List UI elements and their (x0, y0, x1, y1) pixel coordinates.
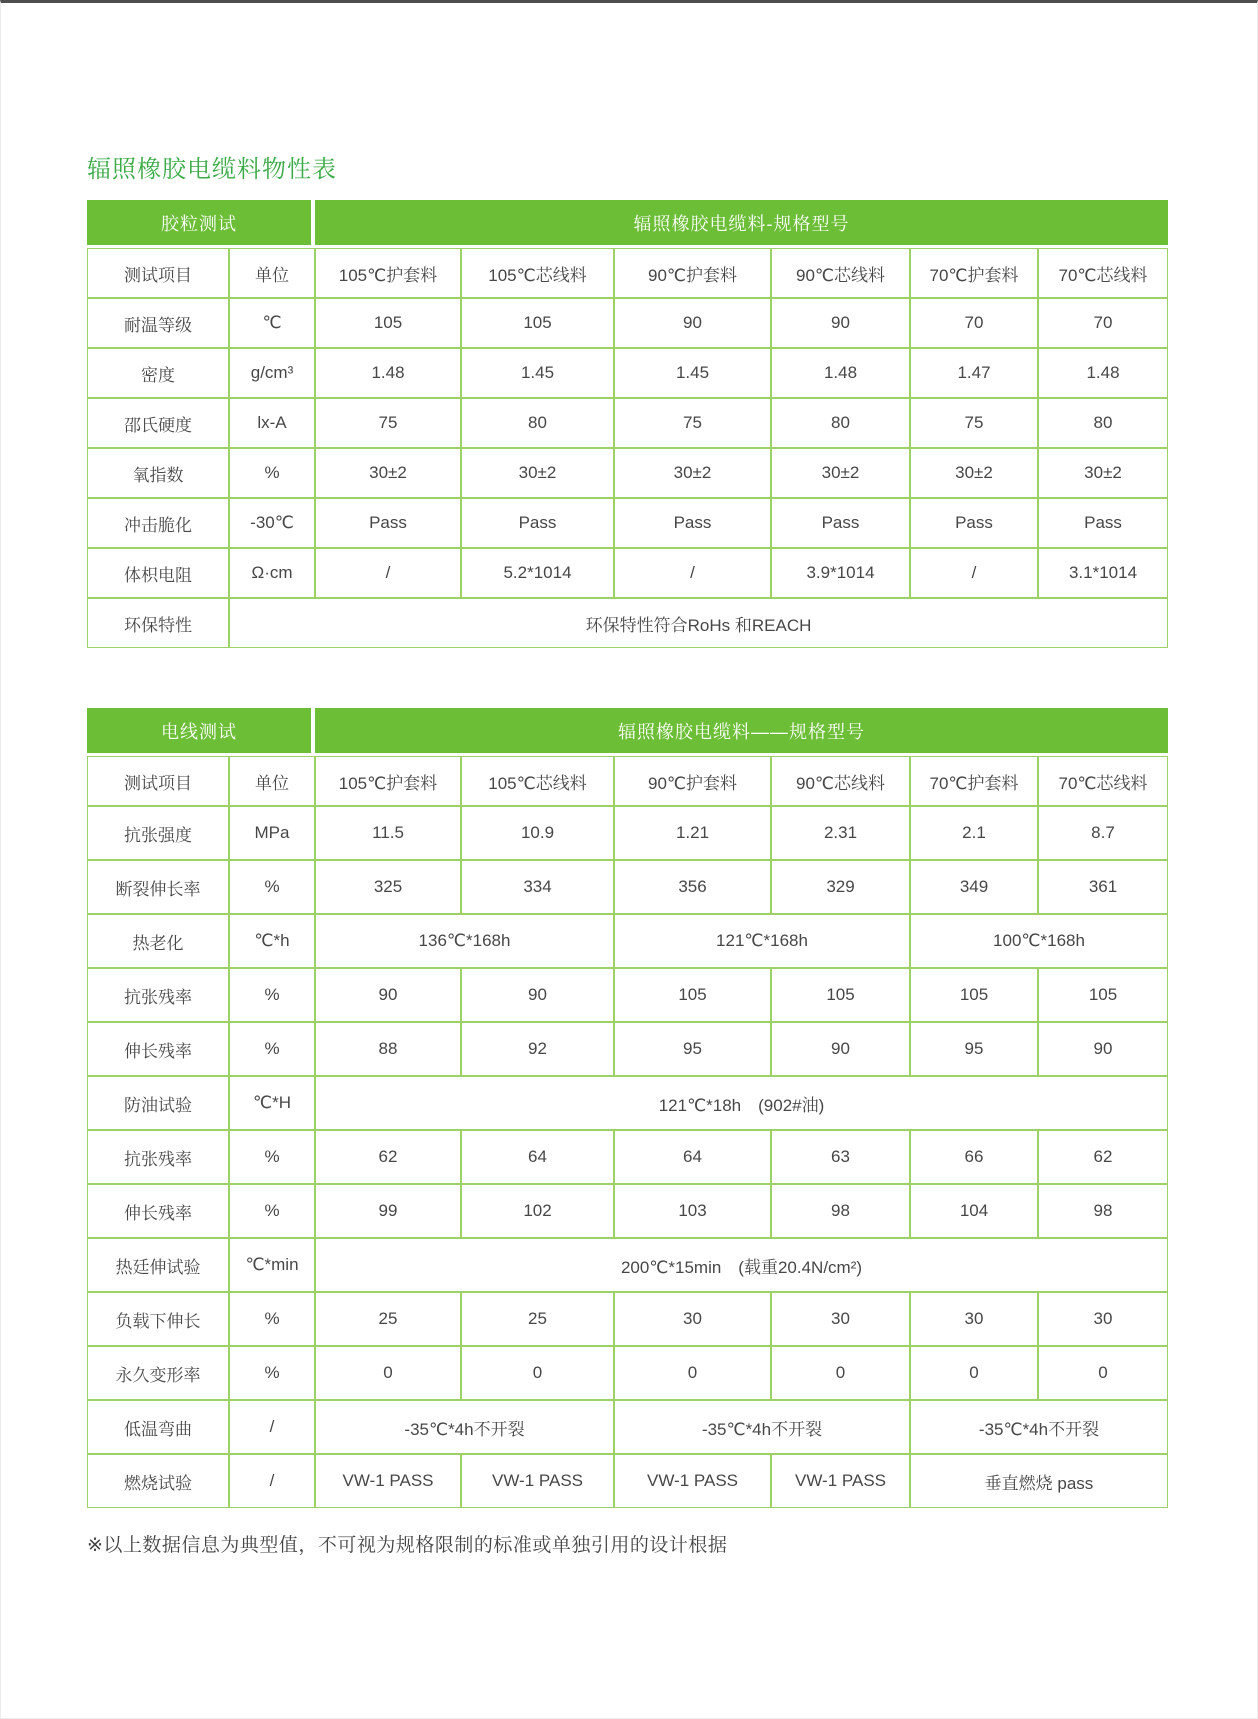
column-header: 105℃芯线料 (461, 248, 614, 298)
cell-value: 356 (614, 860, 771, 914)
group-header-row (87, 200, 1168, 248)
cell-value: 75 (910, 398, 1038, 448)
cell-value: ℃*h (229, 914, 315, 968)
cell-value: / (315, 548, 461, 598)
cell-value: 100℃*168h (910, 914, 1168, 968)
cell-value: 90 (771, 298, 910, 348)
cell-value: VW-1 PASS (771, 1454, 910, 1508)
cell-value: 1.48 (315, 348, 461, 398)
cell-value: 1.48 (1038, 348, 1168, 398)
cell-value: 62 (1038, 1130, 1168, 1184)
cell-value: 200℃*15min (载重20.4N/cm²) (315, 1238, 1168, 1292)
cell-value: 121℃*168h (614, 914, 910, 968)
cell-value: 105 (315, 298, 461, 348)
cell-value: 325 (315, 860, 461, 914)
cell-value: 2.31 (771, 806, 910, 860)
cell-value: 70 (910, 298, 1038, 348)
cell-value: 90 (771, 1022, 910, 1076)
row-label: 断裂伸长率 (87, 860, 229, 914)
row-label: 低温弯曲 (87, 1400, 229, 1454)
cell-value: 1.48 (771, 348, 910, 398)
cell-value: 90 (614, 298, 771, 348)
cell-value: 25 (315, 1292, 461, 1346)
row-label: 伸长残率 (87, 1184, 229, 1238)
table-row (87, 806, 1168, 860)
cell-value: 334 (461, 860, 614, 914)
cell-value: g/cm³ (229, 348, 315, 398)
cell-value: 136℃*168h (315, 914, 614, 968)
cell-value: 103 (614, 1184, 771, 1238)
table-row (87, 1238, 1168, 1292)
cell-value: 11.5 (315, 806, 461, 860)
cell-value: 105 (771, 968, 910, 1022)
cell-value: 5.2*1014 (461, 548, 614, 598)
column-header: 测试项目 (87, 756, 229, 806)
table-row (87, 448, 1168, 498)
cell-value: 30±2 (1038, 448, 1168, 498)
cell-value: 62 (315, 1130, 461, 1184)
table-row (87, 298, 1168, 348)
column-header: 70℃护套料 (910, 756, 1038, 806)
cell-value: 3.9*1014 (771, 548, 910, 598)
cell-value: 10.9 (461, 806, 614, 860)
row-label: 热老化 (87, 914, 229, 968)
cell-value: 105 (910, 968, 1038, 1022)
row-label: 氧指数 (87, 448, 229, 498)
cell-value: 121℃*18h (902#油) (315, 1076, 1168, 1130)
group-header-right: 辐照橡胶电缆料-规格型号 (315, 200, 1168, 248)
cell-value: Ω·cm (229, 548, 315, 598)
cell-value: 1.47 (910, 348, 1038, 398)
cell-value: % (229, 1184, 315, 1238)
row-label: 抗张残率 (87, 968, 229, 1022)
cell-value: 98 (771, 1184, 910, 1238)
row-label: 抗张强度 (87, 806, 229, 860)
cell-value: 105 (461, 298, 614, 348)
row-label: 负载下伸长 (87, 1292, 229, 1346)
column-header-row (87, 248, 1168, 298)
cell-value: % (229, 860, 315, 914)
cell-value: 3.1*1014 (1038, 548, 1168, 598)
cell-value: 0 (315, 1346, 461, 1400)
cell-value: 361 (1038, 860, 1168, 914)
cell-value: Pass (315, 498, 461, 548)
table-row (87, 1400, 1168, 1454)
column-header: 105℃护套料 (315, 248, 461, 298)
group-header-left: 电线测试 (87, 708, 315, 756)
cell-value: 88 (315, 1022, 461, 1076)
cell-value: Pass (1038, 498, 1168, 548)
cell-value: 0 (1038, 1346, 1168, 1400)
cell-value: -35℃*4h不开裂 (910, 1400, 1168, 1454)
row-label: 永久变形率 (87, 1346, 229, 1400)
cell-value: 104 (910, 1184, 1038, 1238)
column-header: 105℃护套料 (315, 756, 461, 806)
column-header: 单位 (229, 756, 315, 806)
cell-value: % (229, 968, 315, 1022)
cell-value: ℃*H (229, 1076, 315, 1130)
cell-value: 80 (1038, 398, 1168, 448)
cell-value: 2.1 (910, 806, 1038, 860)
row-label: 防油试验 (87, 1076, 229, 1130)
group-header-right: 辐照橡胶电缆料——规格型号 (315, 708, 1168, 756)
table-row (87, 1184, 1168, 1238)
column-header: 70℃芯线料 (1038, 248, 1168, 298)
row-label: 密度 (87, 348, 229, 398)
cell-value: ℃*min (229, 1238, 315, 1292)
cell-value: 95 (910, 1022, 1038, 1076)
cell-value: Pass (771, 498, 910, 548)
group-header-left: 胶粒测试 (87, 200, 315, 248)
table-row (87, 1292, 1168, 1346)
cell-value: 30±2 (461, 448, 614, 498)
table-row (87, 1454, 1168, 1508)
cell-value: 1.45 (461, 348, 614, 398)
cell-value: % (229, 1022, 315, 1076)
cell-value: % (229, 1292, 315, 1346)
cell-value: 1.45 (614, 348, 771, 398)
cell-value: VW-1 PASS (614, 1454, 771, 1508)
cell-value: -30℃ (229, 498, 315, 548)
table-row (87, 598, 1168, 648)
row-label: 伸长残率 (87, 1022, 229, 1076)
wire-test-table (87, 708, 1168, 1508)
cell-value: 75 (614, 398, 771, 448)
cell-value: 80 (771, 398, 910, 448)
cell-value: 99 (315, 1184, 461, 1238)
cell-value: 95 (614, 1022, 771, 1076)
group-header-row (87, 708, 1168, 756)
cell-value: 64 (461, 1130, 614, 1184)
cell-value: 25 (461, 1292, 614, 1346)
footnote: ※以上数据信息为典型值，不可视为规格限制的标准或单独引用的设计根据 (87, 1535, 728, 1556)
cell-value: 30±2 (910, 448, 1038, 498)
column-header: 105℃芯线料 (461, 756, 614, 806)
cell-value: 80 (461, 398, 614, 448)
cell-value: Pass (614, 498, 771, 548)
row-label: 冲击脆化 (87, 498, 229, 548)
cell-value: 98 (1038, 1184, 1168, 1238)
cell-value: 90 (1038, 1022, 1168, 1076)
cell-value: 90 (461, 968, 614, 1022)
table-row (87, 1346, 1168, 1400)
row-label: 环保特性 (87, 598, 229, 648)
cell-value: Pass (461, 498, 614, 548)
column-header: 90℃护套料 (614, 248, 771, 298)
cell-value: 70 (1038, 298, 1168, 348)
column-header-row (87, 756, 1168, 806)
cell-value: 30±2 (771, 448, 910, 498)
cell-value: VW-1 PASS (461, 1454, 614, 1508)
cell-value: 30 (614, 1292, 771, 1346)
table-row (87, 968, 1168, 1022)
row-label: 热廷伸试验 (87, 1238, 229, 1292)
cell-value: % (229, 1130, 315, 1184)
cell-value: 环保特性符合RoHs 和REACH (229, 598, 1168, 648)
cell-value: % (229, 1346, 315, 1400)
row-label: 抗张残率 (87, 1130, 229, 1184)
cell-value: VW-1 PASS (315, 1454, 461, 1508)
column-header: 单位 (229, 248, 315, 298)
table-row (87, 914, 1168, 968)
column-header: 测试项目 (87, 248, 229, 298)
table-row (87, 1022, 1168, 1076)
table-row (87, 860, 1168, 914)
table-row (87, 348, 1168, 398)
cell-value: 102 (461, 1184, 614, 1238)
cell-value: 92 (461, 1022, 614, 1076)
column-header: 90℃芯线料 (771, 248, 910, 298)
cell-value: 349 (910, 860, 1038, 914)
cell-value: Pass (910, 498, 1038, 548)
cell-value: 66 (910, 1130, 1038, 1184)
cell-value: % (229, 448, 315, 498)
cell-value: 105 (1038, 968, 1168, 1022)
cell-value: 0 (614, 1346, 771, 1400)
cell-value: / (910, 548, 1038, 598)
cell-value: 30 (1038, 1292, 1168, 1346)
cell-value: 75 (315, 398, 461, 448)
table-row (87, 398, 1168, 448)
cell-value: lx-A (229, 398, 315, 448)
page-title: 辐照橡胶电缆料物性表 (87, 156, 337, 183)
table-row (87, 498, 1168, 548)
cell-value: 30 (771, 1292, 910, 1346)
table-row (87, 1130, 1168, 1184)
cell-value: 30±2 (315, 448, 461, 498)
column-header: 90℃芯线料 (771, 756, 910, 806)
cell-value: 8.7 (1038, 806, 1168, 860)
cell-value: / (229, 1454, 315, 1508)
cell-value: 64 (614, 1130, 771, 1184)
cell-value: 0 (461, 1346, 614, 1400)
cell-value: ℃ (229, 298, 315, 348)
column-header: 90℃护套料 (614, 756, 771, 806)
cell-value: 30±2 (614, 448, 771, 498)
column-header: 70℃芯线料 (1038, 756, 1168, 806)
cell-value: -35℃*4h不开裂 (614, 1400, 910, 1454)
cell-value: 垂直燃烧 pass (910, 1454, 1168, 1508)
cell-value: / (229, 1400, 315, 1454)
cell-value: 63 (771, 1130, 910, 1184)
cell-value: 105 (614, 968, 771, 1022)
table-row (87, 1076, 1168, 1130)
cell-value: 90 (315, 968, 461, 1022)
column-header: 70℃护套料 (910, 248, 1038, 298)
cell-value: 1.21 (614, 806, 771, 860)
pellet-test-table (87, 200, 1168, 648)
table-row (87, 548, 1168, 598)
row-label: 邵氏硬度 (87, 398, 229, 448)
cell-value: -35℃*4h不开裂 (315, 1400, 614, 1454)
row-label: 体枳电阻 (87, 548, 229, 598)
cell-value: 0 (771, 1346, 910, 1400)
cell-value: MPa (229, 806, 315, 860)
cell-value: / (614, 548, 771, 598)
cell-value: 30 (910, 1292, 1038, 1346)
row-label: 耐温等级 (87, 298, 229, 348)
cell-value: 329 (771, 860, 910, 914)
cell-value: 0 (910, 1346, 1038, 1400)
row-label: 燃烧试验 (87, 1454, 229, 1508)
